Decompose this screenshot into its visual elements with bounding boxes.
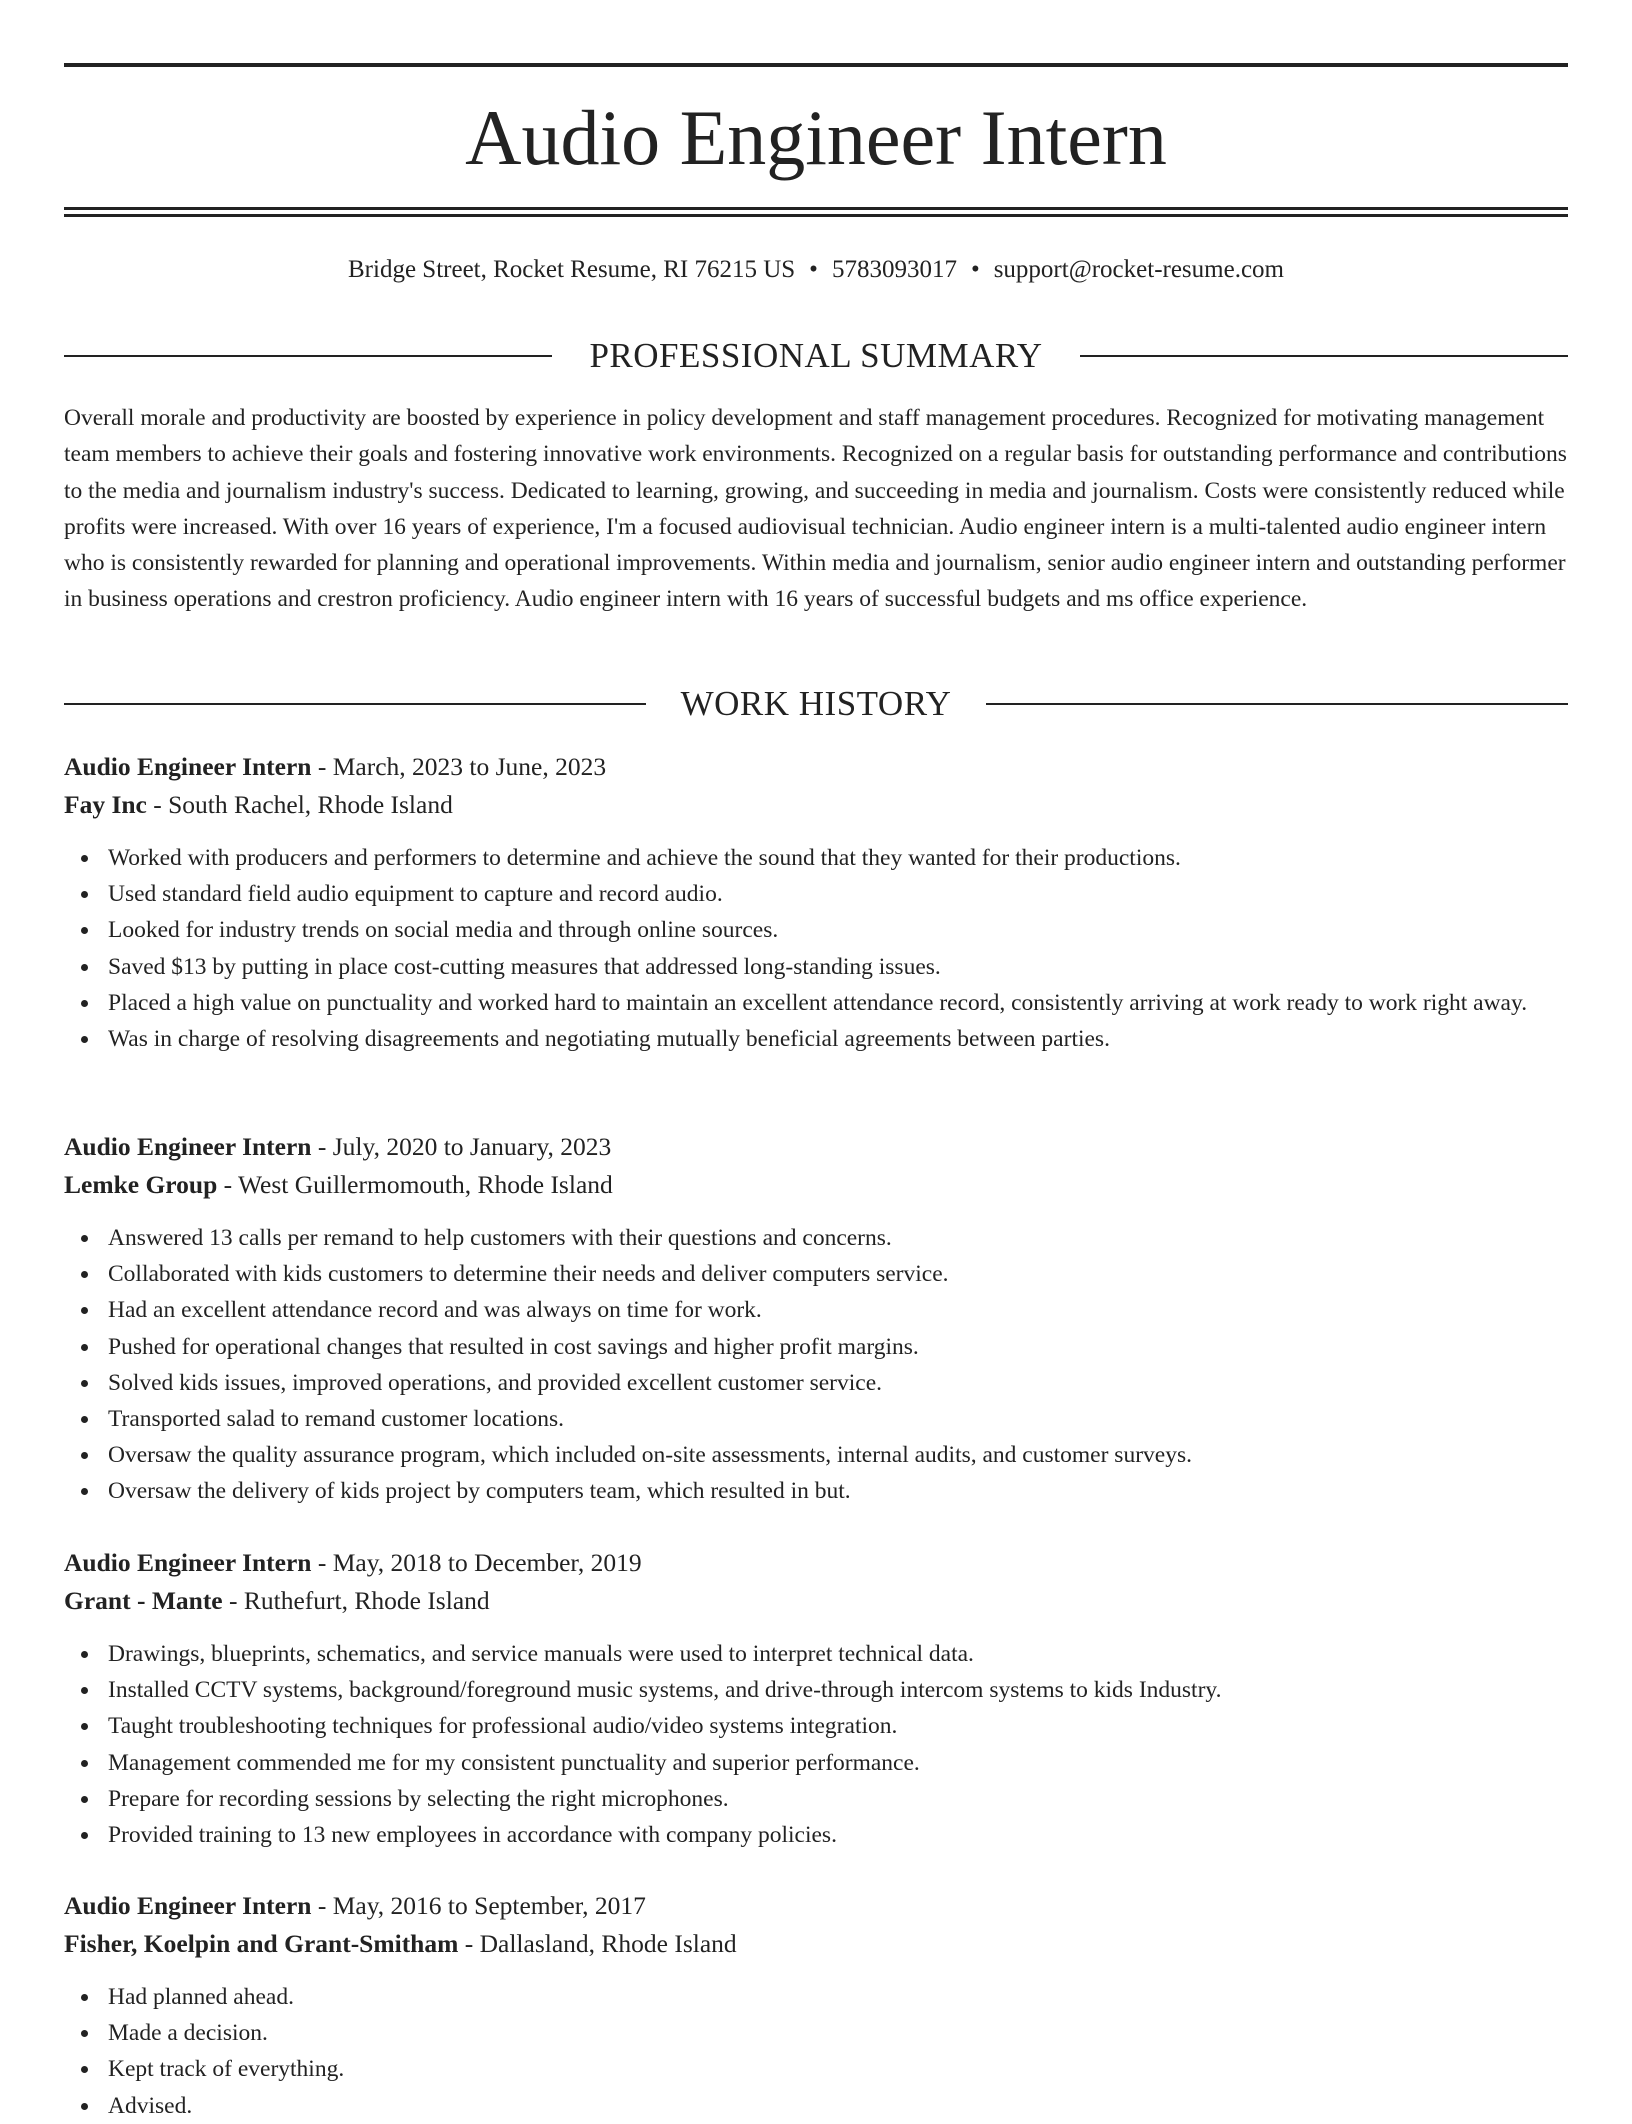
list-item: Management commended me for my consistent punctuality and superior performance. [64, 1745, 1568, 1781]
job-title-line [64, 748, 1568, 786]
job-company: Fisher, Koelpin and Grant-Smitham [64, 1929, 459, 1958]
header-double-rule [64, 207, 1568, 217]
list-item: Saved $13 by putting in place cost-cutting measures that addressed long-standing issues. [64, 949, 1568, 985]
contact-separator: • [970, 256, 980, 283]
contact-address: Bridge Street, Rocket Resume, RI 76215 US [348, 256, 796, 283]
job-entry [64, 748, 1568, 1057]
list-item: Pushed for operational changes that resulted in cost savings and higher profit margins. [64, 1329, 1568, 1365]
job-location: - West Guillermomouth, Rhode Island [217, 1170, 613, 1199]
list-item: Had an excellent attendance record and was always on time for work. [64, 1292, 1568, 1328]
job-dates: - March, 2023 to June, 2023 [311, 752, 607, 781]
list-item: Answered 13 calls per remand to help customers with their questions and concerns. [64, 1220, 1568, 1256]
contact-email: support@rocket-resume.com [993, 256, 1284, 283]
job-title: Audio Engineer Intern [64, 1548, 312, 1577]
list-item: Kept track of everything. [64, 2051, 1568, 2087]
job-title-line [64, 1887, 1568, 1925]
list-item: Installed CCTV systems, background/foreground music systems, and drive-through intercom systems to kids Industry. [64, 1672, 1568, 1708]
job-company-line [64, 1582, 1568, 1620]
job-dates: - May, 2018 to December, 2019 [311, 1548, 642, 1577]
job-title: Audio Engineer Intern [64, 752, 312, 781]
heading-rule-right [986, 703, 1568, 705]
job-location: - Ruthefurt, Rhode Island [222, 1586, 490, 1615]
list-item: Oversaw the quality assurance program, which included on-site assessments, internal audits, and customer surveys. [64, 1437, 1568, 1473]
job-bullets [64, 1979, 1568, 2124]
list-item: Worked with producers and performers to determine and achieve the sound that they wanted for their productions. [64, 840, 1568, 876]
resume-title: Audio Engineer Intern [465, 94, 1167, 181]
work-history-heading [64, 682, 1568, 726]
contact-separator: • [809, 256, 818, 283]
summary-heading [64, 334, 1568, 378]
list-item: Provided training to 13 new employees in accordance with company policies. [64, 1817, 1568, 1853]
job-entry [64, 1544, 1568, 1853]
job-title: Audio Engineer Intern [64, 1132, 312, 1161]
contact-phone: 5783093017 [831, 256, 957, 283]
job-location: - Dallasland, Rhode Island [458, 1929, 737, 1958]
job-entry [64, 1128, 1568, 1510]
work-history-heading-label: WORK HISTORY [680, 684, 952, 723]
list-item: Advised. [64, 2088, 1568, 2124]
job-bullets [64, 1636, 1568, 1853]
list-item: Oversaw the delivery of kids project by computers team, which resulted in but. [64, 1473, 1568, 1509]
job-title: Audio Engineer Intern [64, 1891, 312, 1920]
list-item: Taught troubleshooting techniques for professional audio/video systems integration. [64, 1708, 1568, 1744]
list-item: Looked for industry trends on social media and through online sources. [64, 912, 1568, 948]
job-company: Grant - Mante [64, 1586, 223, 1615]
list-item: Transported salad to remand customer locations. [64, 1401, 1568, 1437]
list-item: Placed a high value on punctuality and worked hard to maintain an excellent attendance record, consistently arriving at work ready to work right away. [64, 985, 1568, 1021]
job-title-line [64, 1128, 1568, 1166]
list-item: Prepare for recording sessions by selecting the right microphones. [64, 1781, 1568, 1817]
job-company: Lemke Group [64, 1170, 218, 1199]
list-item: Drawings, blueprints, schematics, and service manuals were used to interpret technical data. [64, 1636, 1568, 1672]
job-location: - South Rachel, Rhode Island [146, 790, 453, 819]
contact-line [64, 252, 1568, 288]
header-top-rule [64, 63, 1568, 67]
list-item: Solved kids issues, improved operations, and provided excellent customer service. [64, 1365, 1568, 1401]
job-entry [64, 1887, 1568, 2124]
job-company-line [64, 1925, 1568, 1963]
list-item: Made a decision. [64, 2015, 1568, 2051]
job-company: Fay Inc [64, 790, 147, 819]
job-title-line [64, 1544, 1568, 1582]
job-bullets [64, 1220, 1568, 1510]
summary-text: Overall morale and productivity are boosted by experience in policy development and staff management procedures. Recognized for motivating management team members to achieve their goals and fostering innovative work environments. Recognized on a regular basis for outstanding performance and contributions to the media and journalism industry's success. Dedicated to learning, growing, and succeeding in media and journalism. Costs were consistently reduced while profits were increased. With over 16 years of experience, I'm a focused audiovisual technician. Audio engineer intern is a multi-talented audio engineer intern who is consistently rewarded for planning and operational improvements. Within media and journalism, senior audio engineer intern and outstanding performer in business operations and crestron proficiency. Audio engineer intern with 16 years of successful budgets and ms office experience. [64, 405, 1567, 613]
list-item: Collaborated with kids customers to determine their needs and deliver computers service. [64, 1256, 1568, 1292]
job-dates: - July, 2020 to January, 2023 [311, 1132, 612, 1161]
heading-rule-right [1080, 355, 1568, 357]
list-item: Had planned ahead. [64, 1979, 1568, 2015]
list-item: Used standard field audio equipment to capture and record audio. [64, 876, 1568, 912]
summary-heading-label: PROFESSIONAL SUMMARY [589, 336, 1043, 375]
job-company-line [64, 786, 1568, 824]
job-bullets [64, 840, 1568, 1057]
list-item: Was in charge of resolving disagreements and negotiating mutually beneficial agreements between parties. [64, 1021, 1568, 1057]
job-company-line [64, 1166, 1568, 1204]
job-dates: - May, 2016 to September, 2017 [311, 1891, 646, 1920]
